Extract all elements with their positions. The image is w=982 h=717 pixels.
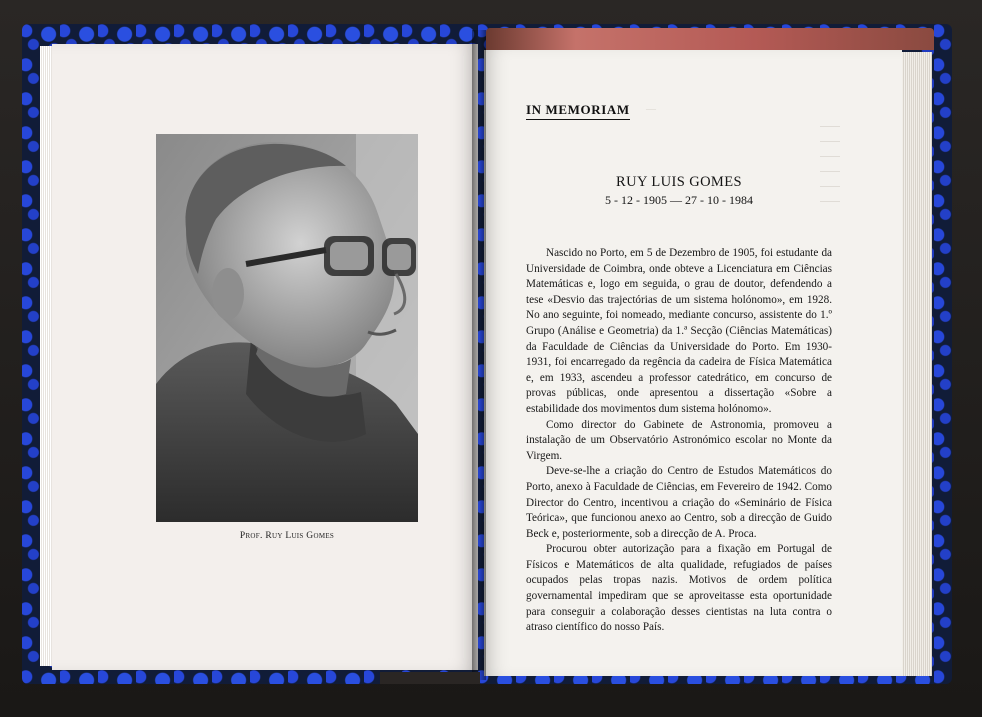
bleed-through-header: — bbox=[646, 104, 656, 115]
section-heading: IN MEMORIAM bbox=[526, 102, 630, 120]
paragraph-biography: Nascido no Porto, em 5 de Dezembro de 1905, foi estudante da Universidade de Coimbra, onde obteve a Licenciatura em Ciências Matemáticas e, logo em seguida, o grau de doutor, defendendo a tese «Desvio das trajectórias de um sistema holónomo», em 1928. No ano seguinte, foi nomeado, mediante concurso, assistente do 1.º Grupo (Análise e Geometria) da 1.ª Secção (Ciências Matemáticas) da Faculdade de Ciências da Universidade do Porto. Em 1930-1931, foi encarregado da regência da cadeira de Física Matemática e, em 1933, ascendeu a professor catedrático, em concurso de provas públicas, onde apresentou a dissertação «Sobre a estabilidade dos movimentos dum sistema holónomo». bbox=[526, 247, 832, 415]
paragraph-refugees: Procurou obter autorização para a fixação em Portugal de Físicos e Matemáticos de alta qualidade, refugiados de países ocupados pelas tropas nazis. Motivos de ordem política governamental impediram que se aproveitasse esta oportunidade para conseguir a colaboração desses cientistas na luta contra o atraso científico do nosso País. bbox=[526, 543, 832, 634]
paragraph-centre: Deve-se-lhe a criação do Centro de Estudos Matemáticos do Porto, anexo à Faculdade de Ciências, em Fevereiro de 1942. Como Director do Centro, incentivou a criação do «Seminário de Física Teórica», que funcionou anexo ao Centro, sob a direcção de Guido Beck e, posteriormente, sob a direcção de A. Proca. bbox=[526, 465, 832, 540]
memorial-body bbox=[526, 246, 832, 636]
portrait-illustration bbox=[156, 134, 418, 522]
right-page-edges bbox=[902, 52, 932, 676]
page-top-edge bbox=[486, 28, 934, 50]
paragraph-astronomy: Como director do Gabinete de Astronomia, promoveu a instalação de um Observatório Astronómico escolar no Monte da Virgem. bbox=[526, 418, 832, 462]
person-name: RUY LUIS GOMES bbox=[616, 174, 742, 190]
photo-caption: Prof. Ruy Luis Gomes bbox=[239, 531, 335, 541]
spine-bottom bbox=[380, 672, 480, 684]
book-spine bbox=[472, 30, 486, 680]
portrait-photo bbox=[156, 134, 418, 522]
life-dates: 5 - 12 - 1905 — 27 - 10 - 1984 bbox=[605, 193, 753, 207]
